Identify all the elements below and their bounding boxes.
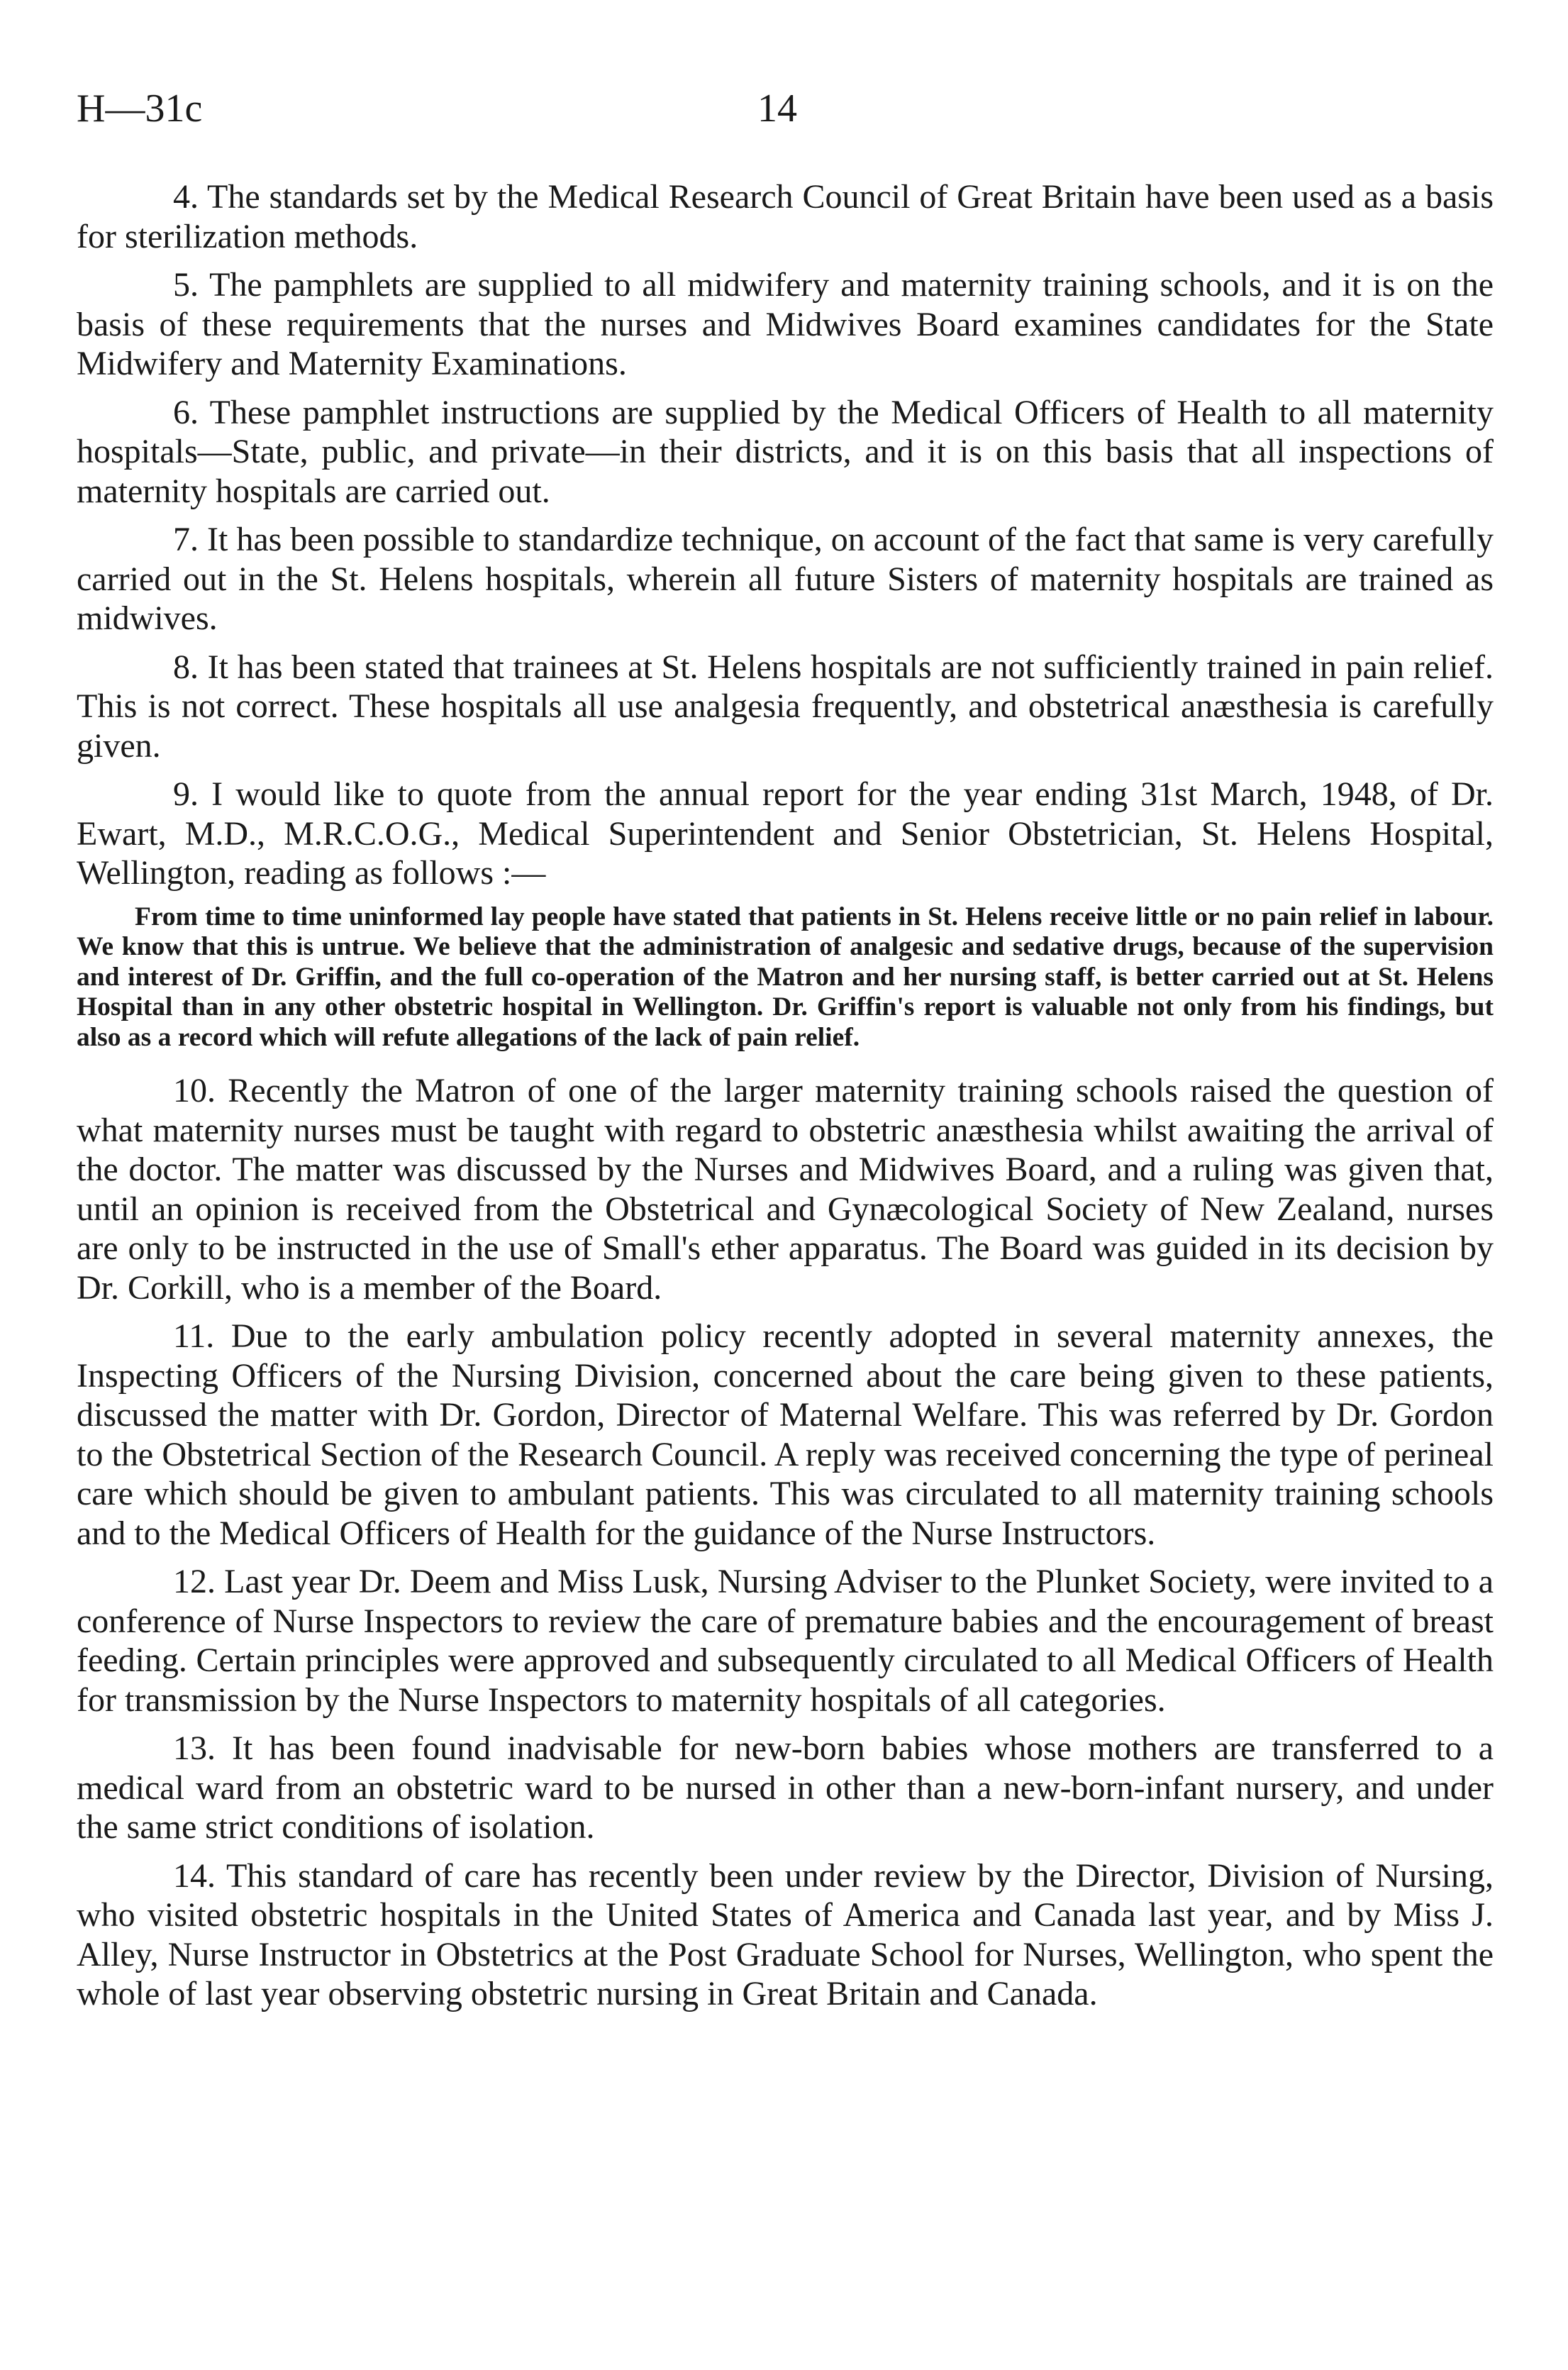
page-header	[77, 84, 1495, 133]
paragraph-6: 6. These pamphlet instructions are supplied by the Medical Officers of Health to all maternity hospitals—State, public, and private—in their districts, and it is on this basis that all inspections of maternity hospitals are carried out.	[77, 393, 1494, 510]
document-body	[77, 177, 1494, 2023]
paragraph-5: 5. The pamphlets are supplied to all midwifery and maternity training schools, and it is on the basis of these requirements that the nurses and Midwives Board examines candidates for the State Midwifery and Maternity Examinations.	[77, 266, 1494, 382]
paragraph-9: 9. I would like to quote from the annual report for the year ending 31st March, 1948, of Dr. Ewart, M.D., M.R.C.O.G., Medical Superintendent and Senior Obstetrician, St. Helens Hospital, Wellington, reading as follows :—	[77, 775, 1494, 892]
paragraph-10: 10. Recently the Matron of one of the larger maternity training schools raised the question of what maternity nurses must be taught with regard to obstetric anæsthesia whilst awaiting the arrival of the doctor. The matter was discussed by the Nurses and Midwives Board, and a ruling was given that, until an opinion is received from the Obstetrical and Gynæcological Society of New Zealand, nurses are only to be instructed in the use of Small's ether apparatus. The Board was guided in its decision by Dr. Corkill, who is a member of the Board.	[77, 1072, 1494, 1307]
page-number: 14	[757, 87, 797, 131]
paragraph-4: 4. The standards set by the Medical Research Council of Great Britain have been used as a basis for sterilization methods.	[77, 178, 1494, 255]
paragraph-13: 13. It has been found inadvisable for new-born babies whose mothers are transferred to a medical ward from an obstetric ward to be nursed in other than a new-born-infant nursery, and under the same strict conditions of isolation.	[77, 1729, 1494, 1846]
paragraph-14: 14. This standard of care has recently been under review by the Director, Division of Nursing, who visited obstetric hospitals in the United States of America and Canada last year, and by Miss J. Alley, Nurse Instructor in Obstetrics at the Post Graduate School for Nurses, Wellington, who spent the whole of last year observing obstetric nursing in Great Britain and Canada.	[77, 1856, 1494, 2012]
paragraph-12: 12. Last year Dr. Deem and Miss Lusk, Nursing Adviser to the Plunket Society, were invited to a conference of Nurse Inspectors to review the care of premature babies and the encouragement of breast feeding. Certain principles were approved and subsequently circulated to all Medical Officers of Health for transmission by the Nurse Inspectors to maternity hospitals of all categories.	[77, 1563, 1494, 1719]
paragraph-7: 7. It has been possible to standardize technique, on account of the fact that same is very carefully carried out in the St. Helens hospitals, wherein all future Sisters of maternity hospitals are trained as midwives.	[77, 521, 1494, 637]
block-quote: From time to time uninformed lay people have stated that patients in St. Helens receive little or no pain relief in labour. We know that this is untrue. We believe that the administration of analgesic and sedative drugs, because of the supervision and interest of Dr. Griffin, and the full co-operation of the Matron and her nursing staff, is better carried out at St. Helens Hospital than in any other obstetric hospital in Wellington. Dr. Griffin's report is valuable not only from his findings, but also as a record which will refute allegations of the lack of pain relief.	[77, 902, 1494, 1052]
paragraph-8: 8. It has been stated that trainees at St. Helens hospitals are not sufficiently trained in pain relief. This is not correct. These hospitals all use analgesia frequently, and obstetrical anæsthesia is carefully given.	[77, 648, 1494, 765]
document-reference: H—31c	[77, 87, 203, 131]
paragraph-11: 11. Due to the early ambulation policy recently adopted in several maternity annexes, the Inspecting Officers of the Nursing Division, concerned about the care being given to these patients, discussed the matter with Dr. Gordon, Director of Maternal Welfare. This was referred by Dr. Gordon to the Obstetrical Section of the Research Council. A reply was received concerning the type of perineal care which should be given to ambulant patients. This was circulated to all maternity training schools and to the Medical Officers of Health for the guidance of the Nurse Instructors.	[77, 1317, 1494, 1552]
